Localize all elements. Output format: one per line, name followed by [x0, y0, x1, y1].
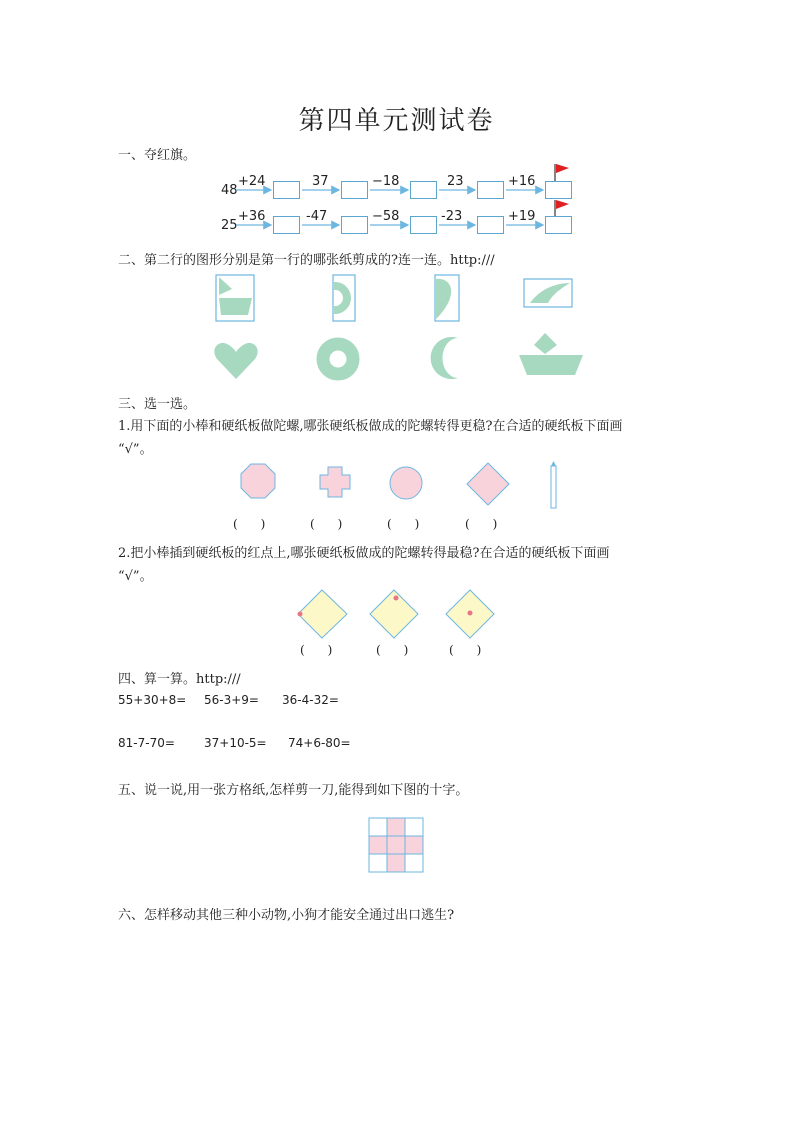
- red-flag-icon: [555, 164, 569, 181]
- chain-start-number: 48: [221, 183, 238, 198]
- answer-parentheses[interactable]: ( ): [300, 643, 333, 657]
- chain-operation: 23: [447, 174, 464, 189]
- spinning-top-boards: [0, 460, 793, 520]
- calc-expression: 56-3+9=: [204, 693, 259, 707]
- section-4-heading: 四、算一算。http:///: [118, 672, 241, 687]
- chain-operation: +24: [238, 174, 266, 189]
- chain-operation: -47: [306, 209, 328, 224]
- calc-expression: 74+6-80=: [288, 736, 351, 750]
- heart-shape: [214, 343, 257, 379]
- circle-board: [390, 467, 422, 499]
- answer-parentheses[interactable]: ( ): [310, 517, 343, 531]
- calc-expression: 36-4-32=: [282, 693, 339, 707]
- chain-operation: +16: [508, 174, 536, 189]
- answer-parentheses[interactable]: ( ): [387, 517, 420, 531]
- calc-expression: 55+30+8=: [118, 693, 187, 707]
- red-dot: [298, 612, 303, 617]
- page-title: 第四单元测试卷: [298, 106, 495, 136]
- dot-boards: [0, 586, 793, 646]
- chain-operation: −18: [372, 174, 400, 189]
- section-2-heading: 二、第二行的图形分别是第一行的哪张纸剪成的?连一连。http:///: [118, 253, 495, 268]
- section-3-heading: 三、选一选。: [118, 397, 197, 412]
- answer-parentheses[interactable]: ( ): [233, 517, 266, 531]
- stick-icon: [551, 461, 556, 508]
- cross-board: [320, 467, 350, 497]
- question-2-text: “√”。: [118, 569, 153, 584]
- answer-parentheses[interactable]: ( ): [465, 517, 498, 531]
- chain-operation: 37: [312, 174, 329, 189]
- chain-operation: +19: [508, 209, 536, 224]
- folded-paper-4: [524, 279, 572, 307]
- octagon-board: [241, 464, 275, 498]
- section-5-heading: 五、说一说,用一张方格纸,怎样剪一刀,能得到如下图的十字。: [118, 783, 469, 798]
- ring-shape: [323, 344, 353, 374]
- question-2-text: 2.把小棒插到硬纸板的红点上,哪张硬纸板做成的陀螺转得最稳?在合适的硬纸板下面画: [118, 546, 610, 561]
- paper-cut-figures: [0, 265, 793, 405]
- calc-expression: 37+10-5=: [204, 736, 267, 750]
- section-1-heading: 一、夺红旗。: [118, 148, 197, 163]
- chain-start-number: 25: [221, 218, 238, 233]
- folded-paper-1: [216, 275, 254, 321]
- folded-paper-2: [333, 275, 355, 321]
- cross-grid-figure: [0, 814, 793, 884]
- folded-paper-3: [435, 275, 459, 321]
- section-6-heading: 六、怎样移动其他三种小动物,小狗才能安全通过出口逃生?: [118, 908, 455, 923]
- calc-expression: 81-7-70=: [118, 736, 175, 750]
- boat-shape: [519, 333, 583, 375]
- chain-arrows-and-flags: [0, 0, 793, 240]
- question-1-text: “√”。: [118, 442, 153, 457]
- chain-operation: −58: [372, 209, 400, 224]
- answer-parentheses[interactable]: ( ): [376, 643, 409, 657]
- answer-parentheses[interactable]: ( ): [449, 643, 482, 657]
- diamond-board: [467, 463, 509, 505]
- crescent-shape: [431, 337, 458, 379]
- question-1-text: 1.用下面的小棒和硬纸板做陀螺,哪张硬纸板做成的陀螺转得更稳?在合适的硬纸板下面画: [118, 419, 623, 434]
- red-flag-icon: [555, 200, 569, 216]
- red-dot: [468, 611, 473, 616]
- red-dot: [394, 596, 399, 601]
- diamond-board-edge-dot: [298, 590, 347, 638]
- chain-operation: +36: [238, 209, 266, 224]
- chain-operation: -23: [441, 209, 463, 224]
